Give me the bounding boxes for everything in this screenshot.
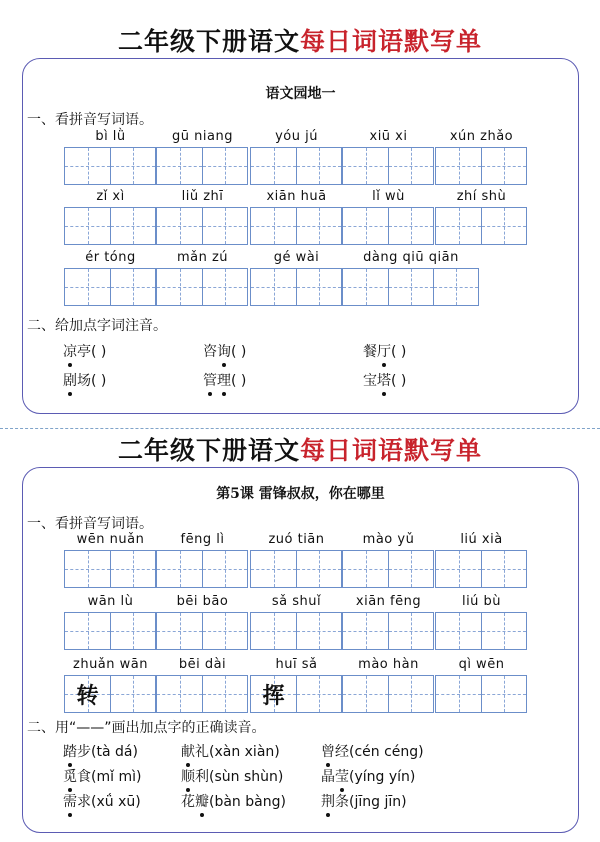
- char-cell[interactable]: [481, 148, 526, 184]
- char-cell[interactable]: [296, 613, 341, 649]
- pinyin-label: zǐ xì: [96, 189, 125, 204]
- pinyin-label: bēi bāo: [176, 594, 229, 609]
- char-cell[interactable]: [202, 148, 247, 184]
- pinyin-label: wēn nuǎn: [76, 532, 145, 547]
- pinyin-label: zuó tiān: [268, 532, 325, 547]
- char-cell[interactable]: [202, 269, 247, 305]
- char-cell[interactable]: [202, 676, 247, 712]
- word-box[interactable]: [156, 189, 249, 245]
- choice-item[interactable]: [181, 766, 283, 786]
- char-cell[interactable]: [388, 676, 433, 712]
- word-box[interactable]: [64, 129, 157, 185]
- word-box[interactable]: [250, 657, 343, 713]
- worksheet-title: [0, 25, 600, 59]
- writing-grid[interactable]: [435, 147, 527, 185]
- answer-blank[interactable]: ( ): [391, 373, 407, 389]
- char-cell[interactable]: [388, 613, 433, 649]
- reading-options[interactable]: (yíng yín): [349, 769, 416, 785]
- answer-blank[interactable]: ( ): [231, 344, 247, 360]
- char-cell[interactable]: [388, 269, 433, 305]
- dotted-char: 瓣: [195, 791, 209, 811]
- char-cell[interactable]: [436, 676, 481, 712]
- word-box[interactable]: [250, 594, 343, 650]
- pinyin-label: liú bù: [461, 594, 502, 609]
- char-cell[interactable]: [296, 269, 341, 305]
- char-cell[interactable]: [65, 148, 110, 184]
- char-cell[interactable]: [433, 269, 478, 305]
- word-box[interactable]: [64, 189, 157, 245]
- answer-blank[interactable]: ( ): [91, 373, 107, 389]
- writing-grid[interactable]: [64, 612, 156, 650]
- pinyin-label: bēi dài: [178, 657, 227, 672]
- word-box[interactable]: [435, 657, 528, 713]
- word-box[interactable]: [250, 250, 343, 306]
- dotted-char: 荆: [321, 791, 335, 811]
- char-cell[interactable]: [157, 676, 202, 712]
- pinyin-label: mǎn zú: [176, 250, 229, 265]
- char-cell[interactable]: [388, 208, 433, 244]
- plain-char: 场: [77, 373, 91, 389]
- word-box[interactable]: [64, 532, 157, 588]
- char-cell[interactable]: [65, 269, 110, 305]
- writing-grid[interactable]: [156, 675, 248, 713]
- pinyin-label: xiū xi: [369, 129, 408, 144]
- writing-grid[interactable]: [342, 675, 434, 713]
- char-cell[interactable]: [388, 551, 433, 587]
- char-cell[interactable]: [202, 551, 247, 587]
- lesson2-q2-instruction: 二、用“——”画出加点字的正确读音。: [27, 720, 266, 736]
- word-box[interactable]: [250, 189, 343, 245]
- pinyin-label: zhí shù: [456, 189, 507, 204]
- writing-grid[interactable]: [250, 612, 342, 650]
- pinyin-label: ér tóng: [85, 250, 136, 265]
- char-cell[interactable]: [65, 551, 110, 587]
- choice-item[interactable]: [63, 766, 141, 786]
- annotation-item[interactable]: [203, 370, 246, 390]
- reading-options[interactable]: (xǘ xū): [91, 794, 141, 810]
- writing-grid[interactable]: [156, 207, 248, 245]
- annotation-item[interactable]: [363, 370, 406, 390]
- dotted-char: 莹: [335, 766, 349, 786]
- annotation-item[interactable]: [203, 341, 246, 361]
- word-box[interactable]: [342, 129, 435, 185]
- cut-line-divider: [0, 428, 600, 429]
- dotted-char: 曾: [321, 741, 335, 761]
- word-box[interactable]: [435, 594, 528, 650]
- pinyin-label: fēng lì: [180, 532, 225, 547]
- word-box[interactable]: [342, 594, 435, 650]
- word-box[interactable]: [435, 189, 528, 245]
- reading-options[interactable]: (bàn bàng): [209, 794, 286, 810]
- char-cell[interactable]: [202, 208, 247, 244]
- char-cell[interactable]: [251, 613, 296, 649]
- reading-options[interactable]: (sùn shùn): [209, 769, 284, 785]
- lesson1-q2-instruction: 二、给加点字词注音。: [27, 318, 167, 334]
- pinyin-label: zhuǎn wān: [73, 657, 148, 672]
- writing-grid[interactable]: [435, 207, 527, 245]
- char-cell[interactable]: [157, 148, 202, 184]
- word-box[interactable]: [342, 189, 435, 245]
- annotation-item[interactable]: [63, 370, 106, 390]
- word-box[interactable]: [342, 657, 435, 713]
- pinyin-label: liǔ zhī: [181, 189, 224, 204]
- char-cell[interactable]: [296, 676, 341, 712]
- choice-item[interactable]: [181, 791, 286, 811]
- char-cell[interactable]: [481, 676, 526, 712]
- pinyin-label: wān lù: [87, 594, 134, 609]
- word-box[interactable]: [435, 532, 528, 588]
- worksheet-title: [0, 434, 600, 468]
- writing-grid[interactable]: [156, 612, 248, 650]
- prefilled-char: 挥: [262, 682, 285, 709]
- writing-grid[interactable]: [435, 550, 527, 588]
- title-grade: 二年级下册语文: [117, 27, 300, 56]
- char-cell[interactable]: [343, 551, 388, 587]
- title-daily-dictation: 每日词语默写单: [300, 436, 483, 465]
- char-cell[interactable]: [343, 148, 388, 184]
- pinyin-label: lǐ wù: [372, 189, 405, 204]
- writing-grid[interactable]: [342, 207, 434, 245]
- writing-grid[interactable]: [342, 268, 479, 306]
- char-cell[interactable]: [481, 551, 526, 587]
- word-box[interactable]: [250, 129, 343, 185]
- reading-options[interactable]: (jīng jīn): [349, 794, 407, 810]
- plain-char: 利: [195, 769, 209, 785]
- dotted-char: 顺: [181, 766, 195, 786]
- dotted-char: 剧: [63, 370, 77, 390]
- lesson2-panel: [22, 467, 579, 833]
- writing-grid[interactable]: [342, 550, 434, 588]
- writing-grid[interactable]: [435, 675, 527, 713]
- choice-item[interactable]: [63, 741, 138, 761]
- annotation-item[interactable]: [63, 341, 106, 361]
- char-cell[interactable]: [110, 676, 155, 712]
- word-box[interactable]: [156, 594, 249, 650]
- pinyin-label: huī sǎ: [275, 657, 318, 672]
- char-cell[interactable]: [436, 613, 481, 649]
- dotted-char: 凉: [63, 341, 77, 361]
- plain-char: 食: [77, 769, 91, 785]
- plain-char: 礼: [195, 744, 209, 760]
- writing-grid[interactable]: [64, 550, 156, 588]
- dotted-char: 理: [217, 370, 231, 390]
- char-cell[interactable]: [343, 613, 388, 649]
- choice-item[interactable]: [63, 791, 141, 811]
- reading-options[interactable]: (tà dá): [91, 744, 138, 760]
- lesson2-subtitle: 第5课 雷锋叔叔，你在哪里: [216, 486, 385, 502]
- char-cell[interactable]: [110, 613, 155, 649]
- choice-item[interactable]: [321, 766, 415, 786]
- writing-grid[interactable]: [64, 207, 156, 245]
- char-cell[interactable]: [65, 613, 110, 649]
- prefilled-char: [65, 551, 110, 587]
- pinyin-label: mào hàn: [358, 657, 419, 672]
- pinyin-label: mào yǔ: [362, 532, 415, 547]
- plain-char: 经: [335, 744, 349, 760]
- title-daily-dictation: 每日词语默写单: [300, 27, 483, 56]
- word-box[interactable]: [156, 250, 249, 306]
- char-cell[interactable]: [436, 208, 481, 244]
- char-cell[interactable]: [202, 613, 247, 649]
- plain-char: 宝: [363, 373, 377, 389]
- dotted-char: 厅: [377, 341, 391, 361]
- word-box[interactable]: [435, 129, 528, 185]
- char-cell[interactable]: [251, 269, 296, 305]
- plain-char: 求: [77, 794, 91, 810]
- reading-options[interactable]: (mǐ mì): [91, 769, 142, 785]
- word-box[interactable]: [64, 657, 157, 713]
- dotted-char: 管: [203, 370, 217, 390]
- char-cell[interactable]: [343, 208, 388, 244]
- dotted-char: 觅: [63, 766, 77, 786]
- char-cell[interactable]: [343, 676, 388, 712]
- answer-blank[interactable]: ( ): [231, 373, 247, 389]
- writing-grid[interactable]: [156, 268, 248, 306]
- char-cell[interactable]: [251, 148, 296, 184]
- writing-grid[interactable]: [250, 268, 342, 306]
- char-cell[interactable]: [251, 551, 296, 587]
- writing-grid[interactable]: [250, 207, 342, 245]
- answer-blank[interactable]: ( ): [91, 344, 107, 360]
- choice-item[interactable]: [321, 741, 424, 761]
- char-cell[interactable]: [251, 208, 296, 244]
- char-cell[interactable]: [296, 551, 341, 587]
- writing-grid[interactable]: [342, 612, 434, 650]
- word-box[interactable]: [64, 594, 157, 650]
- char-cell[interactable]: [65, 208, 110, 244]
- lesson2-q1-instruction: 一、看拼音写词语。: [27, 516, 153, 532]
- writing-grid[interactable]: [342, 147, 434, 185]
- dotted-char: 询: [217, 341, 231, 361]
- lesson1-q1-instruction: 一、看拼音写词语。: [27, 112, 153, 128]
- char-cell[interactable]: [110, 208, 155, 244]
- dotted-char: 需: [63, 791, 77, 811]
- char-cell[interactable]: [157, 269, 202, 305]
- writing-grid[interactable]: [64, 268, 156, 306]
- char-cell[interactable]: [110, 551, 155, 587]
- plain-char: 餐: [363, 344, 377, 360]
- reading-options[interactable]: (cén céng): [349, 744, 424, 760]
- pinyin-label: dàng qiū qiān: [363, 250, 459, 265]
- answer-blank[interactable]: ( ): [391, 344, 407, 360]
- title-grade: 二年级下册语文: [117, 436, 300, 465]
- writing-grid[interactable]: [250, 147, 342, 185]
- writing-grid[interactable]: [435, 612, 527, 650]
- char-cell[interactable]: [157, 551, 202, 587]
- char-cell[interactable]: [436, 148, 481, 184]
- choice-item[interactable]: [181, 741, 280, 761]
- pinyin-label: yóu jú: [275, 129, 318, 144]
- char-cell[interactable]: [436, 551, 481, 587]
- word-box[interactable]: [156, 657, 249, 713]
- writing-grid[interactable]: [250, 675, 342, 713]
- plain-char: 条: [335, 794, 349, 810]
- char-cell[interactable]: [296, 148, 341, 184]
- writing-grid[interactable]: [156, 550, 248, 588]
- writing-grid[interactable]: [156, 147, 248, 185]
- pinyin-label: gé wài: [273, 250, 320, 265]
- word-box[interactable]: [156, 532, 249, 588]
- char-cell[interactable]: [157, 208, 202, 244]
- plain-char: 咨: [203, 344, 217, 360]
- plain-char: 步: [77, 744, 91, 760]
- plain-char: 晶: [321, 769, 335, 785]
- pinyin-label: xiān huā: [266, 189, 327, 204]
- char-cell[interactable]: [65, 676, 110, 712]
- char-cell[interactable]: [110, 148, 155, 184]
- char-cell[interactable]: [481, 208, 526, 244]
- pinyin-label: qì wēn: [458, 657, 505, 672]
- char-cell[interactable]: [481, 613, 526, 649]
- word-box[interactable]: [250, 532, 343, 588]
- lesson1-subtitle: 语文园地一: [265, 86, 336, 102]
- word-box[interactable]: [64, 250, 157, 306]
- char-cell[interactable]: [157, 613, 202, 649]
- prefilled-char: 转: [76, 682, 99, 709]
- char-cell[interactable]: [388, 148, 433, 184]
- word-box[interactable]: [156, 129, 249, 185]
- pinyin-label: bì lǜ: [95, 129, 126, 144]
- choice-item[interactable]: [321, 791, 407, 811]
- char-cell[interactable]: [343, 269, 388, 305]
- plain-char: 花: [181, 794, 195, 810]
- dotted-char: 塔: [377, 370, 391, 390]
- writing-grid[interactable]: [250, 550, 342, 588]
- dotted-char: 踏: [63, 741, 77, 761]
- char-cell[interactable]: [251, 676, 296, 712]
- char-cell[interactable]: [296, 208, 341, 244]
- pinyin-label: xún zhǎo: [449, 129, 514, 144]
- pinyin-label: gū niang: [172, 129, 233, 144]
- pinyin-label: sǎ shuǐ: [271, 594, 322, 609]
- plain-char: 亭: [77, 344, 91, 360]
- writing-grid[interactable]: [64, 675, 156, 713]
- annotation-item[interactable]: [363, 341, 406, 361]
- reading-options[interactable]: (xàn xiàn): [209, 744, 280, 760]
- writing-grid[interactable]: [64, 147, 156, 185]
- pinyin-label: xiān fēng: [355, 594, 422, 609]
- word-box[interactable]: [342, 250, 480, 306]
- word-box[interactable]: [342, 532, 435, 588]
- dotted-char: 献: [181, 741, 195, 761]
- pinyin-label: liú xià: [460, 532, 503, 547]
- char-cell[interactable]: [110, 269, 155, 305]
- lesson1-panel: [22, 58, 579, 414]
